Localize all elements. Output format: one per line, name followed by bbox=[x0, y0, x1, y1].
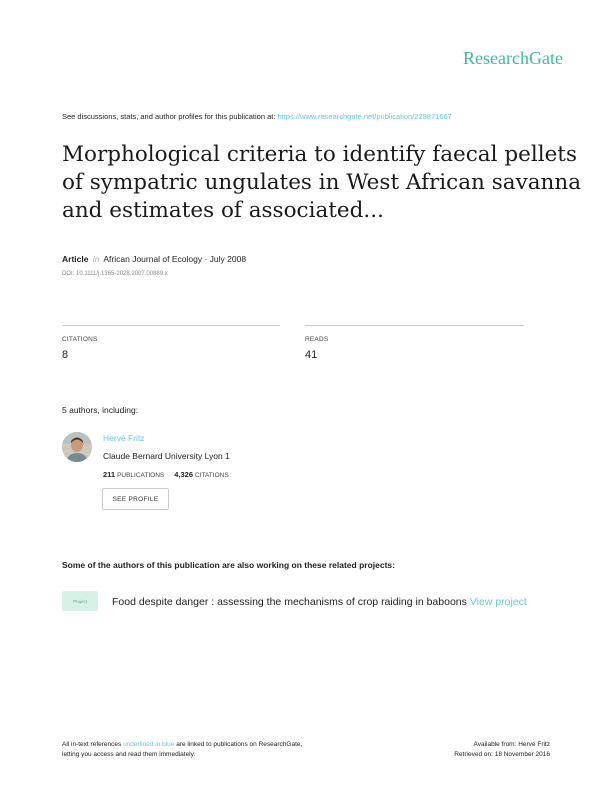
author-citations-label: CITATIONS bbox=[194, 472, 229, 479]
title-line: of sympatric ungulates in West African savanna bbox=[62, 170, 582, 195]
discussion-line bbox=[62, 112, 452, 121]
discussion-text: See discussions, stats, and author profiles for this publication at: bbox=[62, 112, 278, 121]
avatar[interactable] bbox=[62, 432, 92, 462]
retrieved-on: Retrieved on: 18 November 2016 bbox=[454, 751, 550, 758]
meta-in: in bbox=[92, 254, 100, 264]
footer-availability bbox=[454, 740, 550, 760]
author-name-link[interactable]: Hervé Fritz bbox=[103, 433, 145, 443]
article-meta bbox=[62, 254, 246, 264]
reads-count: 41 bbox=[305, 349, 318, 361]
available-from: Available from: Hervé Fritz bbox=[473, 741, 550, 748]
authors-heading: 5 authors, including: bbox=[62, 405, 139, 415]
citations-divider bbox=[62, 325, 280, 326]
doi: DOI: 10.1111/j.1365-2028.2007.00889.x bbox=[62, 271, 168, 277]
author-stats bbox=[103, 470, 237, 479]
project-title: Food despite danger : assessing the mechanisms of crop raiding in baboons bbox=[112, 596, 467, 608]
footer-text: All in-text references bbox=[62, 741, 124, 748]
publication-url-link[interactable]: https://www.researchgate.net/publication/229871667 bbox=[277, 112, 452, 121]
page-title bbox=[62, 141, 582, 225]
title-line: Morphological criteria to identify faecal pellets bbox=[62, 142, 577, 167]
see-profile-button[interactable]: SEE PROFILE bbox=[102, 488, 169, 510]
footer-link[interactable]: underlined in blue bbox=[123, 741, 175, 748]
avatar-photo bbox=[62, 432, 92, 462]
publications-count: 211 bbox=[103, 470, 116, 479]
article-type: Article bbox=[62, 254, 89, 264]
author-affiliation: Claude Bernard University Lyon 1 bbox=[103, 451, 230, 461]
project-item bbox=[112, 596, 527, 608]
title-line: and estimates of associated... bbox=[62, 198, 384, 223]
footer-note bbox=[62, 740, 302, 760]
view-project-link[interactable]: View project bbox=[469, 596, 527, 608]
footer-text: letting you access and read them immediately. bbox=[62, 751, 196, 758]
reads-label: READS bbox=[305, 336, 329, 343]
researchgate-logo[interactable]: ResearchGate bbox=[463, 48, 563, 68]
project-badge: Project bbox=[62, 591, 98, 611]
footer-text: are linked to publications on ResearchGate, bbox=[174, 741, 303, 748]
citations-count: 8 bbox=[62, 349, 69, 361]
author-citations-count: 4,326 bbox=[174, 470, 193, 479]
citations-label: CITATIONS bbox=[62, 336, 98, 343]
related-projects-heading: Some of the authors of this publication are also working on these related projects: bbox=[62, 560, 395, 570]
journal-info: African Journal of Ecology · July 2008 bbox=[103, 254, 247, 264]
reads-divider bbox=[305, 325, 524, 326]
publications-label: PUBLICATIONS bbox=[117, 472, 165, 479]
